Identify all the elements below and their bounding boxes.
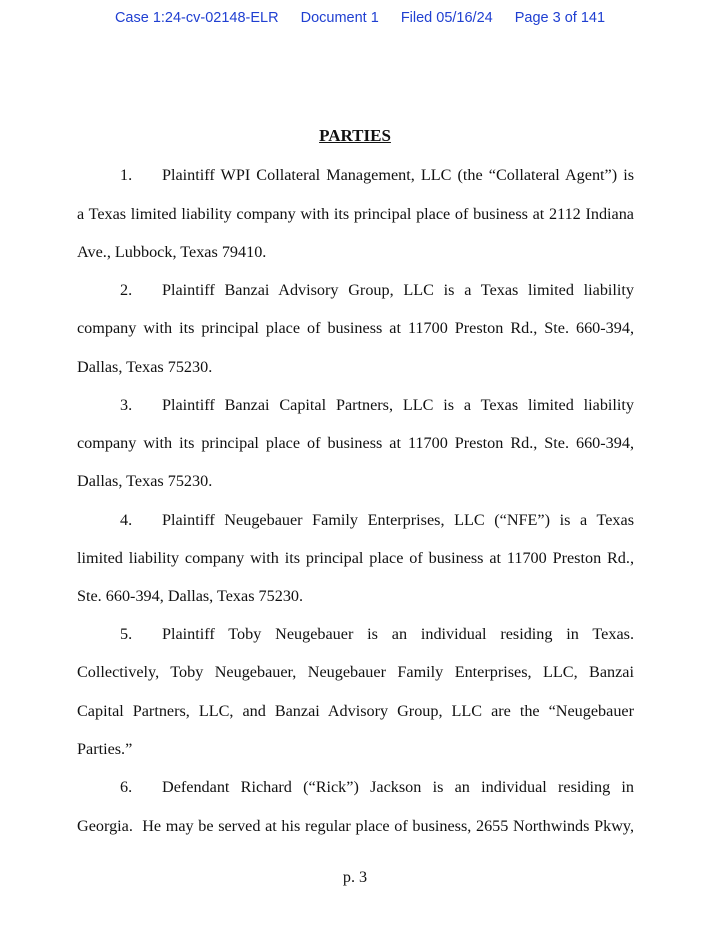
- paragraph-line: a Texas limited liability company with its principal place of business at 2112 Indiana: [77, 205, 634, 223]
- paragraph-line: Dallas, Texas 75230.: [77, 472, 213, 490]
- paragraph-line: Defendant Richard (“Rick”) Jackson is an individual residing in: [162, 778, 634, 796]
- paragraph-line: Dallas, Texas 75230.: [77, 358, 213, 376]
- paragraph-line: Collectively, Toby Neugebauer, Neugebauer Family Enterprises, LLC, Banzai: [77, 663, 634, 681]
- paragraph-line: Plaintiff Toby Neugebauer is an individual residing in Texas.: [162, 625, 634, 643]
- page-count: Page 3 of 141: [514, 10, 606, 26]
- paragraph-line: Plaintiff WPI Collateral Management, LLC (the “Collateral Agent”) is: [162, 166, 634, 184]
- paragraph-line: Capital Partners, LLC, and Banzai Advisory Group, LLC are the “Neugebauer: [77, 702, 634, 720]
- document-number: Document 1: [300, 10, 379, 26]
- paragraph-line: company with its principal place of business at 11700 Preston Rd., Ste. 660-394,: [77, 434, 634, 452]
- paragraph-line: limited liability company with its principal place of business at 11700 Preston Rd.,: [77, 549, 634, 567]
- paragraph-line: company with its principal place of business at 11700 Preston Rd., Ste. 660-394,: [77, 319, 634, 337]
- ecf-header: [0, 10, 720, 26]
- paragraph-line: Plaintiff Banzai Capital Partners, LLC is a Texas limited liability: [162, 396, 634, 414]
- section-title: PARTIES: [319, 126, 391, 145]
- case-number: Case 1:24-cv-02148-ELR: [114, 10, 279, 26]
- paragraph-line: Georgia. He may be served at his regular place of business, 2655 Northwinds Pkwy,: [77, 817, 634, 835]
- paragraph-line: Ave., Lubbock, Texas 79410.: [77, 243, 267, 261]
- paragraph-line: Plaintiff Banzai Advisory Group, LLC is a Texas limited liability: [162, 281, 634, 299]
- paragraph-number: 1.: [120, 166, 133, 184]
- paragraph-line: Plaintiff Neugebauer Family Enterprises, LLC (“NFE”) is a Texas: [162, 511, 634, 529]
- page-number: p. 3: [342, 868, 368, 886]
- paragraph-line: Parties.”: [77, 740, 133, 758]
- paragraph-number: 6.: [120, 778, 133, 796]
- paragraph-number: 4.: [120, 511, 133, 529]
- filed-date: Filed 05/16/24: [400, 10, 493, 26]
- paragraph-number: 3.: [120, 396, 133, 414]
- paragraph-number: 5.: [120, 625, 133, 643]
- paragraph-line: Ste. 660-394, Dallas, Texas 75230.: [77, 587, 304, 605]
- paragraph-number: 2.: [120, 281, 133, 299]
